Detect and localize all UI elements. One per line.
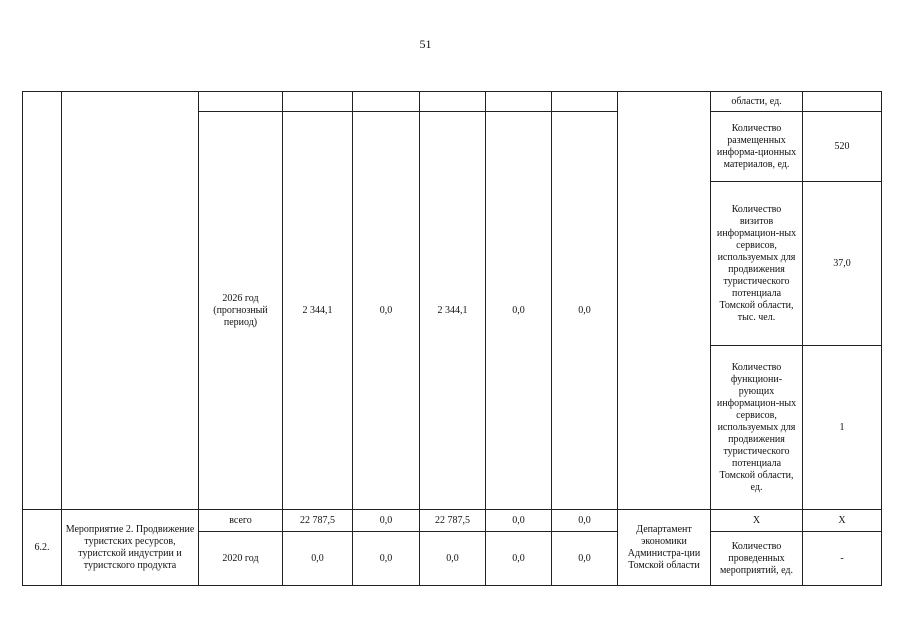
title-cell-empty: [62, 92, 199, 510]
executor-cell: Департамент экономики Администра-ции Томской области: [618, 510, 711, 586]
table-row: [23, 510, 882, 532]
value-cell: 2 344,1: [283, 112, 353, 510]
period-cell-empty: [199, 92, 283, 112]
indicator-name-cell: Х: [711, 510, 803, 532]
period-cell: всего: [199, 510, 283, 532]
value-cell: 0,0: [420, 532, 486, 586]
value-cell-empty: [353, 92, 420, 112]
indicator-value-cell: -: [803, 532, 882, 586]
page-number: 51: [419, 37, 432, 51]
indicator-name-cell: Количество проведенных мероприятий, ед.: [711, 532, 803, 586]
value-cell: 0,0: [486, 532, 552, 586]
value-cell: 22 787,5: [283, 510, 353, 532]
number-cell-empty: [23, 92, 62, 510]
table-row: [23, 92, 882, 112]
indicator-value-cell: Х: [803, 510, 882, 532]
value-cell: 2 344,1: [420, 112, 486, 510]
value-cell-empty: [552, 92, 618, 112]
indicator-name-cell: Количество размещенных информа-ционных материалов, ед.: [711, 112, 803, 182]
value-cell: 0,0: [353, 510, 420, 532]
value-cell: 0,0: [486, 510, 552, 532]
period-cell: [199, 112, 283, 510]
indicator-value-cell: 37,0: [803, 182, 882, 346]
indicator-name-cell: Количество визитов информацион-ных сервисов, используемых для продвижения туристического потенциала Томской области, тыс. чел.: [711, 182, 803, 346]
value-cell: 0,0: [552, 532, 618, 586]
program-table: [22, 91, 882, 586]
value-cell: 0,0: [353, 112, 420, 510]
measure-title-cell: Мероприятие 2. Продвижение туристских ресурсов, туристской индустрии и туристского продукта: [62, 510, 199, 586]
period-year: 2026 год: [222, 292, 259, 304]
value-cell-empty: [283, 92, 353, 112]
executor-cell-empty: [618, 92, 711, 510]
value-cell-empty: [420, 92, 486, 112]
value-cell: 0,0: [283, 532, 353, 586]
value-cell-empty: [486, 92, 552, 112]
value-cell: 0,0: [552, 510, 618, 532]
indicator-value-cell-empty: [803, 92, 882, 112]
value-cell: 0,0: [486, 112, 552, 510]
measure-number-cell: 6.2.: [23, 510, 62, 586]
period-cell: 2020 год: [199, 532, 283, 586]
indicator-name-cell: Количество функциони-рующих информацион-ных сервисов, используемых для продвижения туристического потенциала Томской области, ед.: [711, 346, 803, 510]
indicator-name-cell: области, ед.: [711, 92, 803, 112]
period-note: (прогнозный период): [213, 304, 268, 328]
indicator-value-cell: 1: [803, 346, 882, 510]
indicator-value-cell: 520: [803, 112, 882, 182]
value-cell: 22 787,5: [420, 510, 486, 532]
value-cell: 0,0: [552, 112, 618, 510]
value-cell: 0,0: [353, 532, 420, 586]
